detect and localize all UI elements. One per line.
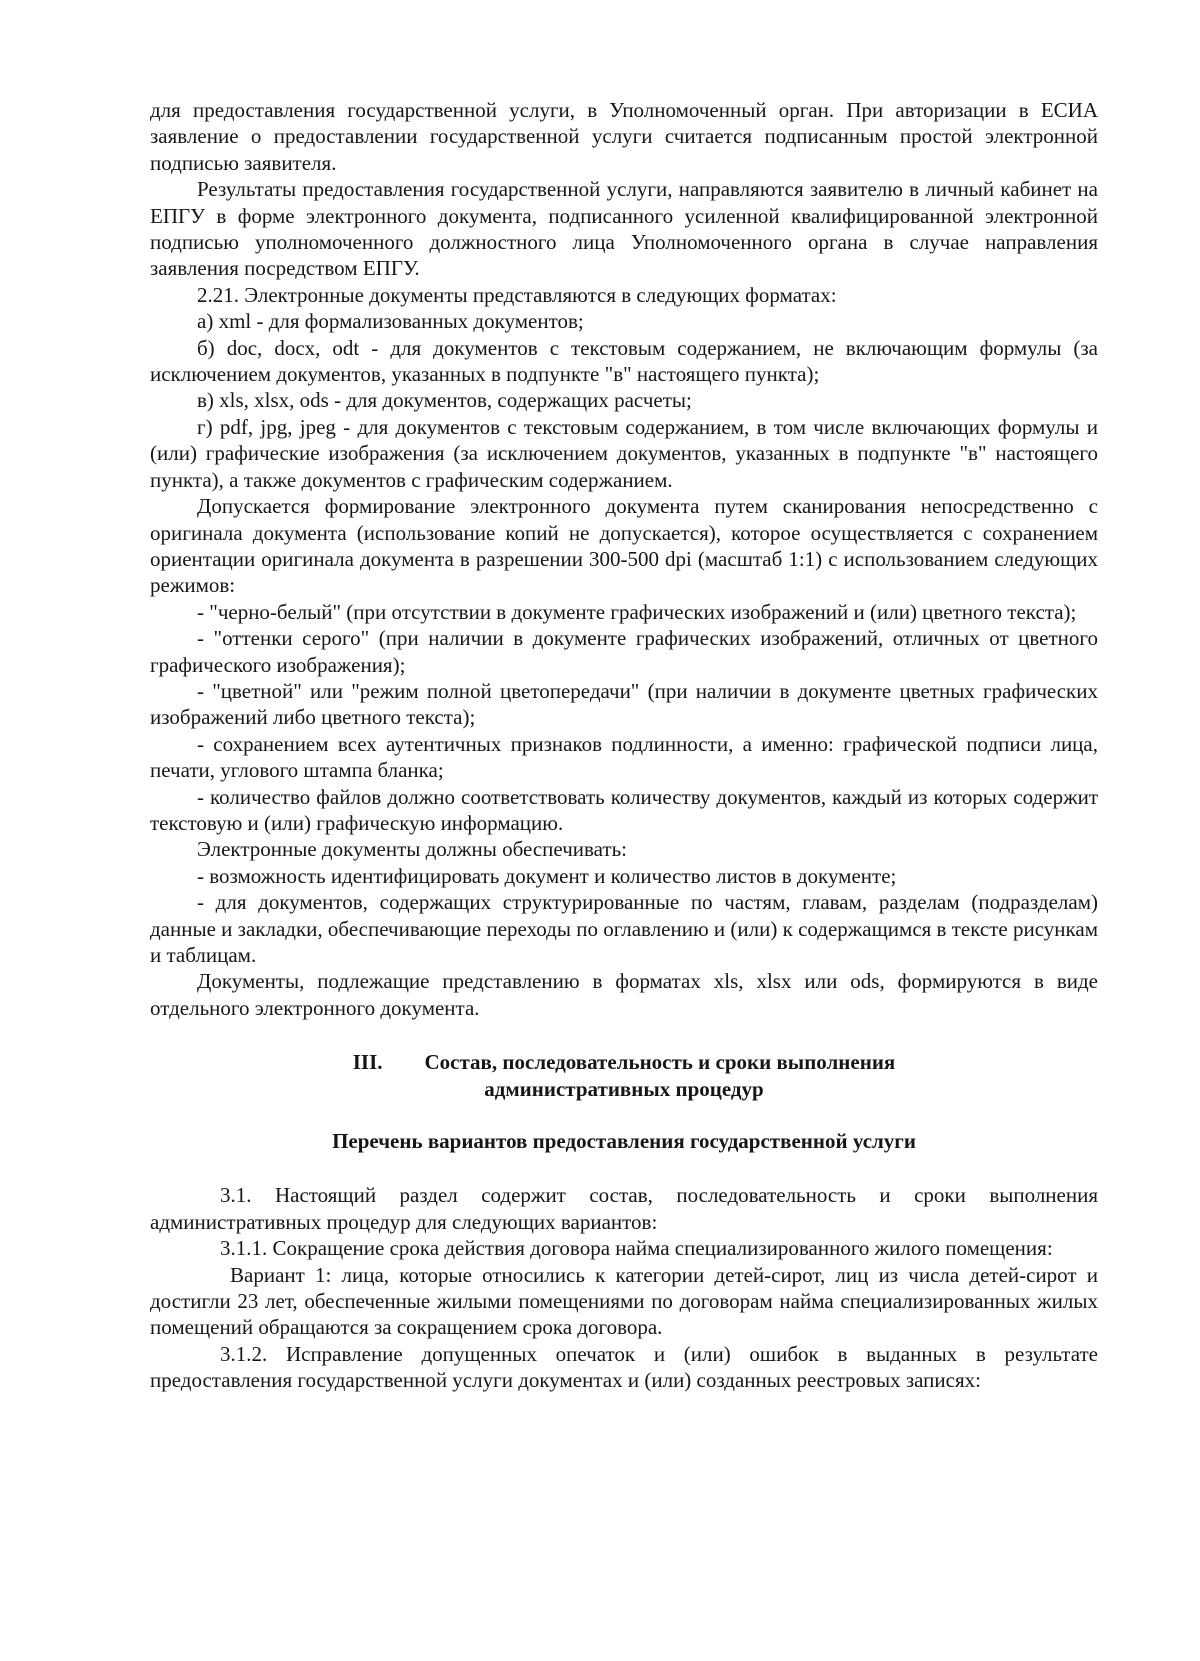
paragraph: 3.1.2. Исправление допущенных опечаток и (или) ошибок в выданных в результате предоставления государственной услуги документах и (или) созданных реестровых записях: xyxy=(150,1341,1098,1393)
paragraph: 3.1. Настоящий раздел содержит состав, последовательность и сроки выполнения административных процедур для следующих вариантов: xyxy=(150,1183,1098,1234)
paragraph: 3.1.1. Сокращение срока действия договора найма специализированного жилого помещения: xyxy=(220,1236,1053,1261)
paragraph: - сохранением всех аутентичных признаков подлинности, а именно: графической подписи лица, печати, углового штампа бланка; xyxy=(150,731,1098,783)
section-number: III. xyxy=(352,1050,383,1075)
paragraph: - для документов, содержащих структурированные по частям, главам, разделам (подразделам) данные и закладки, обеспечивающие переходы по оглавлению и (или) к содержащимся в тексте рисункам и таблицам. xyxy=(150,890,1098,967)
paragraph: - возможность идентифицировать документ и количество листов в документе; xyxy=(197,863,897,888)
document-body xyxy=(150,97,1098,1394)
paragraph: Допускается формирование электронного документа путем сканирования непосредственно с оригинала документа (использование копий не допускается), которое осуществляется с сохранением ориентации оригинала документа в разрешении 300-500 dpi (масштаб 1:1) с использованием следующих режимов: xyxy=(150,494,1098,598)
paragraph: - количество файлов должно соответствовать количеству документов, каждый из которых содержит текстовую и (или) графическую информацию. xyxy=(150,784,1098,835)
paragraph: 2.21. Электронные документы представляются в следующих форматах: xyxy=(197,282,837,307)
paragraph: г) pdf, jpg, jpeg - для документов с текстовым содержанием, в том числе включающих формулы и (или) графические изображения (за исключением документов, указанных в подпункте "в" настоящего пункта), а также документов с графическим содержанием. xyxy=(150,414,1098,492)
section-title-line2: административных процедур xyxy=(484,1076,764,1101)
paragraph: Вариант 1: лица, которые относились к категории детей-сирот, лиц из числа детей-сирот и достигли 23 лет, обеспеченные жилыми помещениями по договорам найма специализированных жилых помещений обращаются за сокращением срока договора. xyxy=(150,1262,1098,1340)
paragraph: - "черно-белый" (при отсутствии в документе графических изображений и (или) цветного текста); xyxy=(197,599,1077,624)
paragraph: - "оттенки серого" (при наличии в документе графических изображений, отличных от цветного графического изображения); xyxy=(150,626,1098,677)
paragraph: - "цветной" или "режим полной цветопередачи" (при наличии в документе цветных графических изображений либо цветного текста); xyxy=(150,678,1098,730)
section-title-line1: Состав, последовательность и сроки выполнения xyxy=(424,1050,896,1075)
paragraph: Документы, подлежащие представлению в форматах xls, xlsx или ods, формируются в виде отдельного электронного документа. xyxy=(150,969,1098,1020)
paragraph: для предоставления государственной услуги, в Уполномоченный орган. При авторизации в ЕСИА заявление о предоставлении государственной услуги считается подписанным простой электронной подписью заявителя. xyxy=(150,98,1098,175)
paragraph: а) xml - для формализованных документов; xyxy=(197,309,584,334)
paragraph: б) doc, docx, odt - для документов с текстовым содержанием, не включающим формулы (за исключением документов, указанных в подпункте "в" настоящего пункта); xyxy=(150,335,1098,387)
section-heading xyxy=(150,1049,1098,1075)
paragraph: в) xls, xlsx, ods - для документов, содержащих расчеты; xyxy=(197,388,692,413)
paragraph: Результаты предоставления государственной услуги, направляются заявителю в личный кабинет на ЕПГУ в форме электронного документа, подписанного усиленной квалифицированной электронной подписью уполномоченного должностного лица Уполномоченного органа в случае направления заявления посредством ЕПГУ. xyxy=(150,177,1098,281)
paragraph: Электронные документы должны обеспечивать: xyxy=(197,837,628,862)
subsection-title: Перечень вариантов предоставления государственной услуги xyxy=(332,1129,916,1154)
